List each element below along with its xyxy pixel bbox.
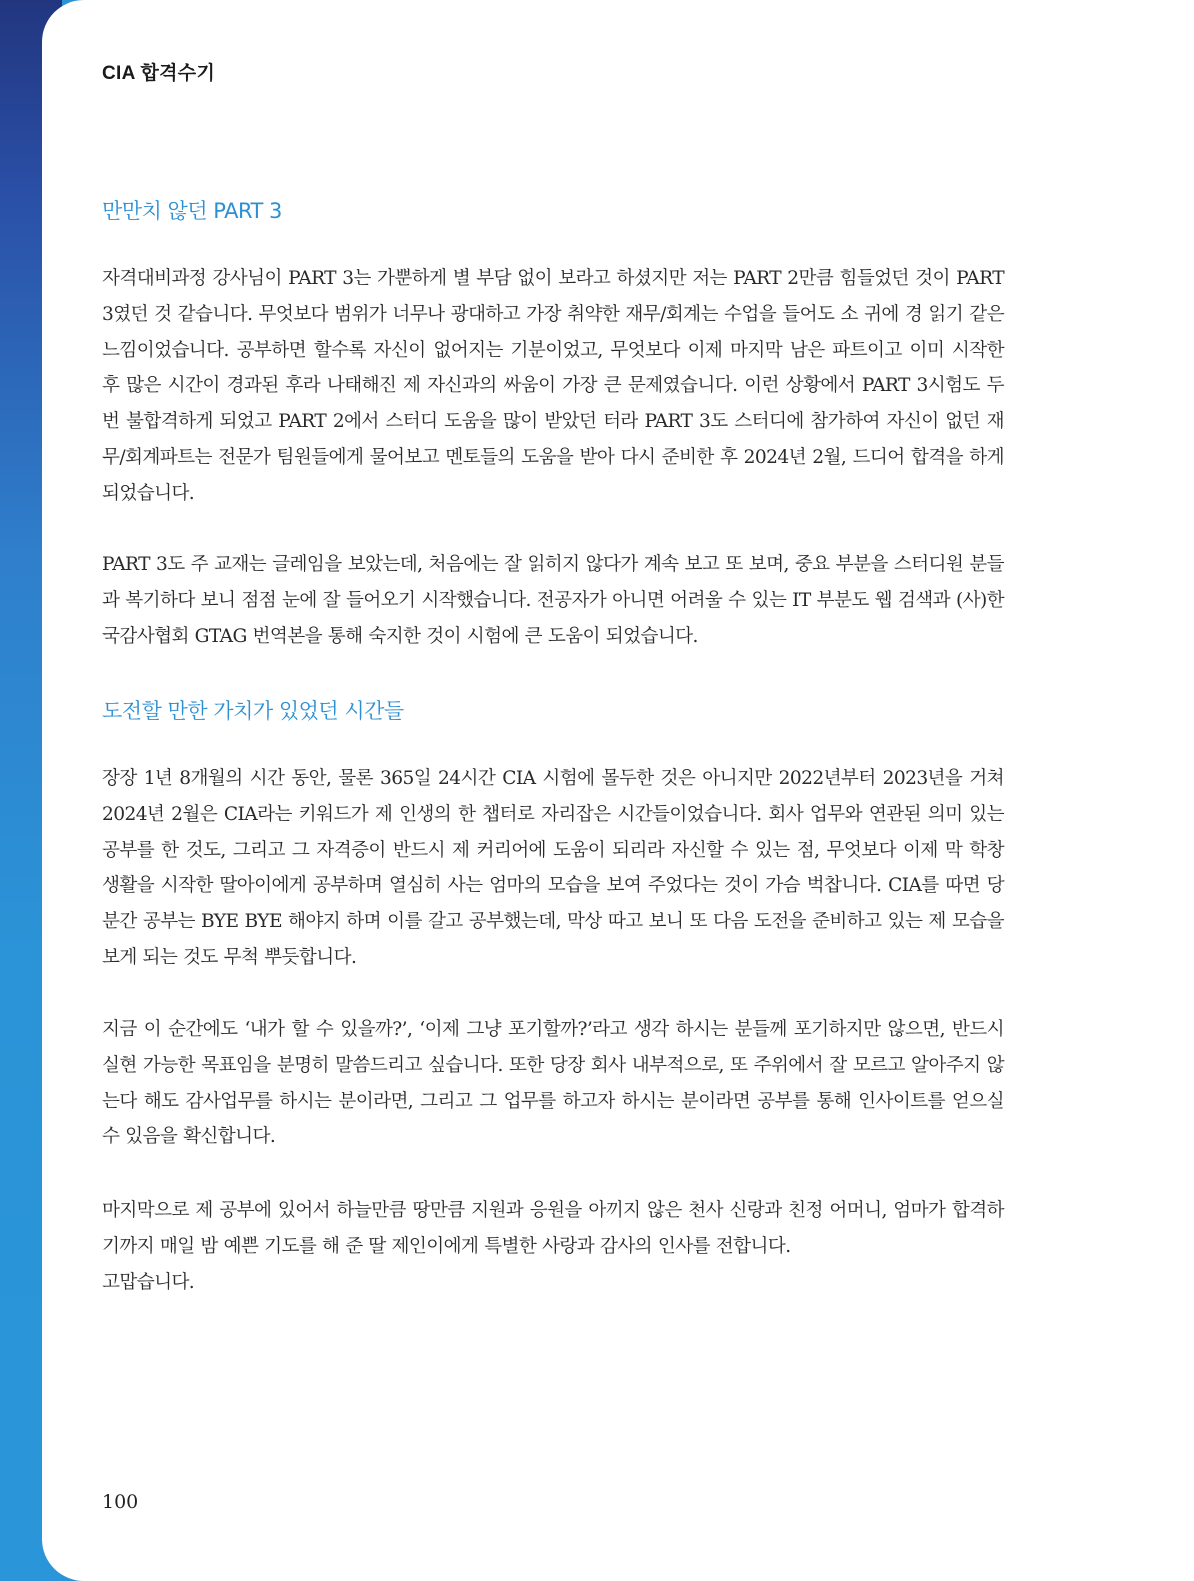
running-header-title: CIA 합격수기: [102, 63, 216, 84]
page-number: 100: [102, 1491, 139, 1513]
document-page: [42, 0, 1194, 1581]
paragraph: 자격대비과정 강사님이 PART 3는 가뿐하게 별 부담 없이 보라고 하셨지만 저는 PART 2만큼 힘들었던 것이 PART 3였던 것 같습니다. 무엇보다 범위가 너무나 광대하고 가장 취약한 재무/회계는 수업을 들어도 소 귀에 경 읽기 같은 느낌이었습니다. 공부하면 할수록 자신이 없어지는 기분이었고, 무엇보다 이제 마지막 남은 파트이고 이미 시작한 후 많은 시간이 경과된 후라 나태해진 제 자신과의 싸움이 가장 큰 문제였습니다. 이런 상황에서 PART 3시험도 두 번 불합격하게 되었고 PART 2에서 스터디 도움을 많이 받았던 터라 PART 3도 스터디에 참가하여 자신이 없던 재무/회계파트는 전문가 팀원들에게 물어보고 멘토들의 도움을 받아 다시 준비한 후 2024년 2월, 드디어 합격을 하게 되었습니다.: [102, 268, 1004, 504]
paragraph: 지금 이 순간에도 ‘내가 할 수 있을까?’, ‘이제 그냥 포기할까?’라고 생각 하시는 분들께 포기하지만 않으면, 반드시 실현 가능한 목표임을 분명히 말씀드리고 싶습니다. 또한 당장 회사 내부적으로, 또 주위에서 잘 모르고 알아주지 않는다 해도 감사업무를 하시는 분이라면, 그리고 그 업무를 하고자 하시는 분이라면 공부를 통해 인사이트를 얻으실 수 있음을 확신합니다.: [102, 1019, 1004, 1148]
section-heading-part3: 만만치 않던 PART 3: [102, 199, 282, 223]
section-heading-worth-challenge: 도전할 만한 가치가 있었던 시간들: [102, 699, 404, 723]
paragraph: PART 3도 주 교재는 글레임을 보았는데, 처음에는 잘 읽히지 않다가 계속 보고 또 보며, 중요 부분을 스터디원 분들과 복기하다 보니 점점 눈에 잘 들어오기 시작했습니다. 전공자가 아니면 어려울 수 있는 IT 부분도 웹 검색과 (사)한국감사협회 GTAG 번역본을 통해 숙지한 것이 시험에 큰 도움이 되었습니다.: [102, 554, 1004, 647]
paragraph: 마지막으로 제 공부에 있어서 하늘만큼 땅만큼 지원과 응원을 아끼지 않은 천사 신랑과 친정 어머니, 엄마가 합격하기까지 매일 밤 예쁜 기도를 해 준 딸 제인이에게 특별한 사랑과 감사의 인사를 전합니다. 고맙습니다.: [102, 1200, 1004, 1293]
paragraph: 장장 1년 8개월의 시간 동안, 물론 365일 24시간 CIA 시험에 몰두한 것은 아니지만 2022년부터 2023년을 거쳐 2024년 2월은 CIA라는 키워드가 제 인생의 한 챕터로 자리잡은 시간들이었습니다. 회사 업무와 연관된 의미 있는 공부를 한 것도, 그리고 그 자격증이 반드시 제 커리어에 도움이 되리라 자신할 수 있는 점, 무엇보다 이제 막 학창 생활을 시작한 딸아이에게 공부하며 열심히 사는 엄마의 모습을 보여 주었다는 것이 가슴 벅찹니다. CIA를 따면 당분간 공부는 BYE BYE 해야지 하며 이를 갈고 공부했는데, 막상 따고 보니 또 다음 도전을 준비하고 있는 제 모습을 보게 되는 것도 무척 뿌듯합니다.: [102, 768, 1004, 968]
